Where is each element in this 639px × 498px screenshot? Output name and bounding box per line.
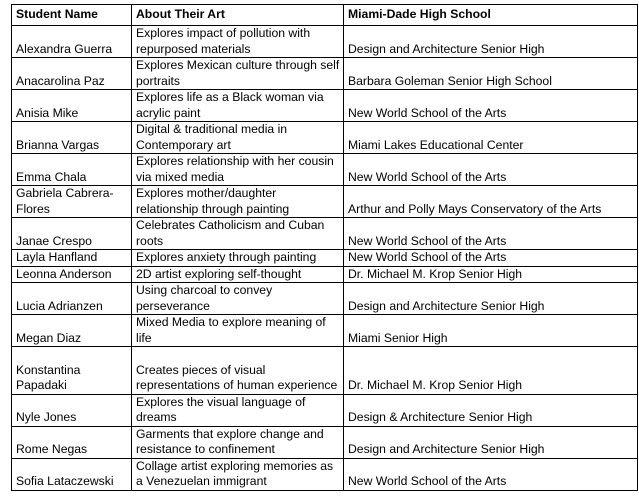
student-name: Megan Diaz: [12, 315, 132, 347]
header-row: [12, 5, 638, 26]
school-name: New World School of the Arts: [344, 250, 638, 267]
student-name: Janae Crespo: [12, 218, 132, 250]
table-row: [12, 250, 638, 267]
table-row: [12, 458, 638, 490]
art-description: 2D artist exploring self-thought: [132, 266, 344, 283]
student-name: Nyle Jones: [12, 394, 132, 426]
art-description: Celebrates Catholicism and Cuban roots: [132, 218, 344, 250]
student-name: Gabriela Cabrera-Flores: [12, 186, 132, 218]
school-name: New World School of the Arts: [344, 458, 638, 490]
art-description: Garments that explore change and resistance to confinement: [132, 426, 344, 458]
student-name: Rome Negas: [12, 426, 132, 458]
art-description: Explores anxiety through painting: [132, 250, 344, 267]
school-name: New World School of the Arts: [344, 218, 638, 250]
student-name: Brianna Vargas: [12, 122, 132, 154]
table-row: [12, 90, 638, 122]
table-row: [12, 218, 638, 250]
table-row: [12, 58, 638, 90]
school-name: Dr. Michael M. Krop Senior High: [344, 347, 638, 395]
student-name: Anacarolina Paz: [12, 58, 132, 90]
art-description: Mixed Media to explore meaning of life: [132, 315, 344, 347]
table-row: [12, 186, 638, 218]
art-description: Explores the visual language of dreams: [132, 394, 344, 426]
table-row: [12, 26, 638, 58]
header-about-art: About Their Art: [132, 5, 344, 26]
school-name: Design and Architecture Senior High: [344, 426, 638, 458]
student-name: Alexandra Guerra: [12, 26, 132, 58]
art-description: Explores mother/daughter relationship through painting: [132, 186, 344, 218]
table-row: [12, 122, 638, 154]
art-description: Explores impact of pollution with repurposed materials: [132, 26, 344, 58]
school-name: Miami Senior High: [344, 315, 638, 347]
table-row: [12, 154, 638, 186]
art-description: Explores life as a Black woman via acrylic paint: [132, 90, 344, 122]
table-row: [12, 315, 638, 347]
student-name: Anisia Mike: [12, 90, 132, 122]
school-name: New World School of the Arts: [344, 90, 638, 122]
table-row: [12, 266, 638, 283]
school-name: Design and Architecture Senior High: [344, 283, 638, 315]
student-name: Lucia Adrianzen: [12, 283, 132, 315]
table-row: [12, 394, 638, 426]
school-name: Barbara Goleman Senior High School: [344, 58, 638, 90]
table-row: [12, 283, 638, 315]
student-name: Konstantina Papadaki: [12, 347, 132, 395]
school-name: Dr. Michael M. Krop Senior High: [344, 266, 638, 283]
school-name: Design & Architecture Senior High: [344, 394, 638, 426]
art-description: Creates pieces of visual representations of human experience: [132, 347, 344, 395]
students-table: [11, 4, 638, 491]
art-description: Collage artist exploring memories as a Venezuelan immigrant: [132, 458, 344, 490]
school-name: Design and Architecture Senior High: [344, 26, 638, 58]
art-description: Explores Mexican culture through self portraits: [132, 58, 344, 90]
art-description: Using charcoal to convey perseverance: [132, 283, 344, 315]
header-student-name: Student Name: [12, 5, 132, 26]
table-row: [12, 347, 638, 395]
school-name: Arthur and Polly Mays Conservatory of the Arts: [344, 186, 638, 218]
school-name: Miami Lakes Educational Center: [344, 122, 638, 154]
school-name: New World School of the Arts: [344, 154, 638, 186]
header-high-school: Miami-Dade High School: [344, 5, 638, 26]
table-row: [12, 426, 638, 458]
student-name: Leonna Anderson: [12, 266, 132, 283]
student-name: Layla Hanfland: [12, 250, 132, 267]
student-name: Sofia Lataczewski: [12, 458, 132, 490]
student-name: Emma Chala: [12, 154, 132, 186]
art-description: Digital & traditional media in Contemporary art: [132, 122, 344, 154]
art-description: Explores relationship with her cousin via mixed media: [132, 154, 344, 186]
